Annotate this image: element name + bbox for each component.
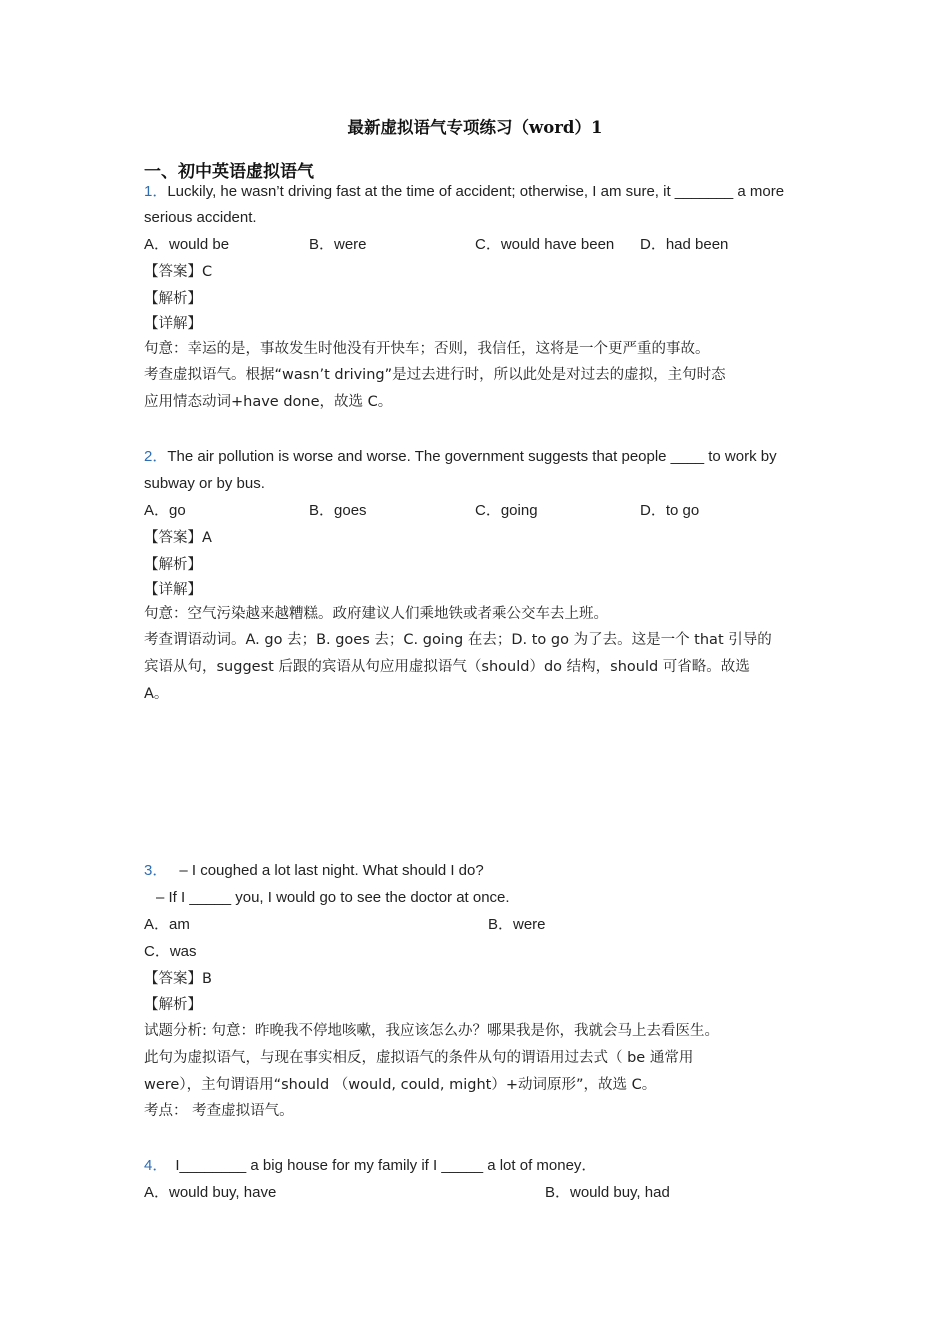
question-2-detail-label: 【详解】 — [144, 582, 202, 598]
question-2-stem-cont: subway or by bus. — [144, 475, 265, 492]
question-1-detail-label: 【详解】 — [144, 316, 202, 332]
question-3-option-b: B．were — [488, 916, 546, 933]
question-2-option-a: A．go — [144, 502, 186, 519]
question-2-analysis-label: 【解析】 — [144, 557, 202, 573]
question-3-explanation-line: 此句为虚拟语气，与现在事实相反，虚拟语气的条件从句的谓语用过去式（ be 通常用 — [144, 1050, 694, 1066]
question-4-option-a: A．would buy, have — [144, 1184, 277, 1201]
question-2-option-d: D．to go — [640, 502, 700, 519]
question-4-option-b: B．would buy, had — [545, 1184, 670, 1201]
question-2-answer: 【答案】A — [144, 530, 212, 546]
question-3-analysis-label: 【解析】 — [144, 997, 202, 1013]
question-1-stem-cont: serious accident. — [144, 209, 257, 226]
question-1-explanation-line: 考查虚拟语气。根据“wasn’t driving”是过去进行时，所以此处是对过去的虚拟，主句时态 — [144, 367, 726, 383]
document-title: 最新虚拟语气专项练习（word）1 — [347, 118, 603, 137]
question-number: 4． — [144, 1157, 168, 1174]
question-2-stem — [144, 447, 777, 467]
question-text: The air pollution is worse and worse. The government suggests that people ____ to work by — [167, 448, 777, 465]
question-text: I________ a big house for my family if I _____ a lot of money． — [175, 1157, 597, 1174]
question-2-explanation-line: 句意：空气污染越来越糟糕。政府建议人们乘地铁或者乘公交车去上班。 — [144, 606, 608, 622]
question-3-option-a: A．am — [144, 916, 190, 933]
question-number: 2． — [144, 448, 168, 465]
question-text: – I coughed a lot last night. What should I do? — [179, 862, 484, 879]
question-3-explanation-line: 试题分析: 句意：昨晚我不停地咳嗽，我应该怎么办？哪果我是你，我就会马上去看医生。 — [144, 1023, 719, 1039]
question-2-option-b: B．goes — [309, 502, 367, 519]
question-3-explanation-line: were），主句谓语用“should （would, could, might）+动词原形”，故选 C。 — [144, 1077, 657, 1093]
question-3-stem-cont: – If I _____ you, I would go to see the doctor at once. — [156, 889, 510, 906]
question-3-answer: 【答案】B — [144, 971, 212, 987]
question-4-stem — [144, 1156, 596, 1176]
question-2-explanation-line: 宾语从句，suggest 后跟的宾语从句应用虚拟语气（should）do 结构，should 可省略。故选 — [144, 659, 750, 675]
question-2-explanation-line: A。 — [144, 686, 169, 702]
question-1-option-b: B．were — [309, 236, 367, 253]
question-1-option-c: C．would have been — [475, 236, 615, 253]
question-3-explanation-line: 考点： 考查虚拟语气。 — [144, 1103, 294, 1119]
question-1-analysis-label: 【解析】 — [144, 291, 202, 307]
question-number: 3． — [144, 862, 168, 879]
question-2-option-c: C．going — [475, 502, 538, 519]
question-1-explanation-line: 应用情态动词+have done，故选 C。 — [144, 394, 393, 410]
question-1-answer: 【答案】C — [144, 264, 213, 280]
question-1-option-d: D．had been — [640, 236, 729, 253]
question-1-stem — [144, 182, 784, 202]
question-1-option-a: A．would be — [144, 236, 230, 253]
question-text: Luckily, he wasn’t driving fast at the time of accident; otherwise, I am sure, it _______ a more — [167, 183, 785, 200]
question-1-explanation-line: 句意：幸运的是，事故发生时他没有开快车；否则，我信任，这将是一个更严重的事故。 — [144, 341, 710, 357]
section-heading: 一、初中英语虚拟语气 — [144, 162, 314, 182]
question-3-option-c: C．was — [144, 943, 197, 960]
question-number: 1． — [144, 183, 168, 200]
question-2-explanation-line: 考查谓语动词。A. go 去；B. goes 去；C. going 在去；D. to go 为了去。这是一个 that 引导的 — [144, 632, 772, 648]
question-3-stem — [144, 861, 484, 881]
